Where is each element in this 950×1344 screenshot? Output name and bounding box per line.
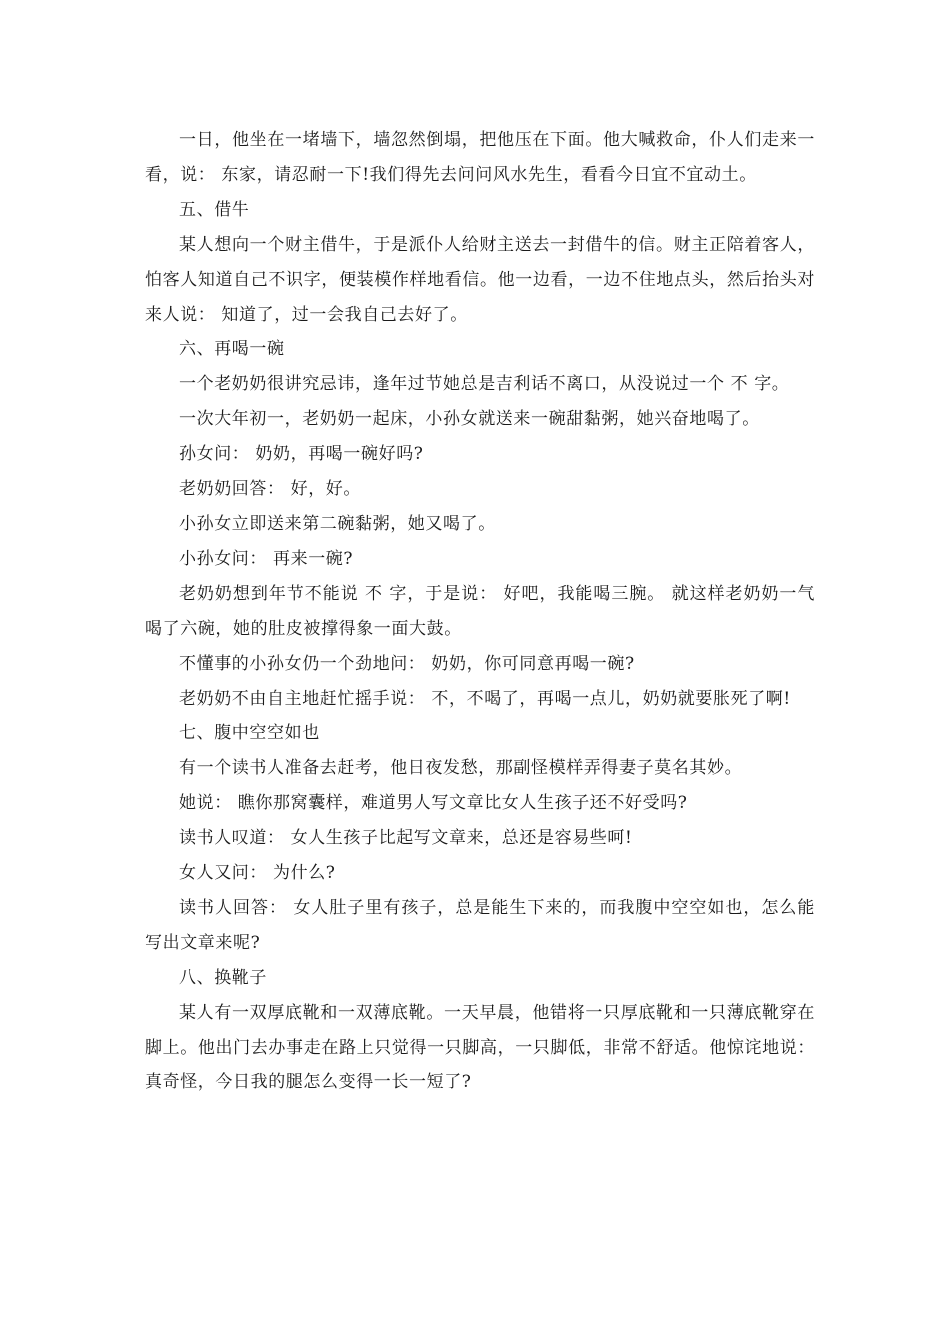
section-heading: 八、换靴子	[179, 967, 267, 988]
document-body	[145, 123, 815, 1100]
dialogue-line: 老奶奶不由自主地赶忙摇手说： 不，不喝了，再喝一点儿，奶奶就要胀死了啊!	[179, 688, 791, 709]
section-heading: 六、再喝一碗	[179, 339, 285, 360]
dialogue-line: 孙女问： 奶奶，再喝一碗好吗?	[179, 444, 424, 465]
dialogue-line: 读书人回答： 女人肚子里有孩子，总是能生下来的，而我腹中空空如也，怎么能写出文章来呢?	[145, 897, 815, 953]
story-paragraph: 某人有一双厚底靴和一双薄底靴。一天早晨，他错将一只厚底靴和一只薄底靴穿在脚上。他出门去办事走在路上只觉得一只脚高，一只脚低，非常不舒适。他惊诧地说： 真奇怪，今日我的腿怎么变得一长一短了?	[145, 1002, 815, 1093]
story-paragraph: 有一个读书人准备去赶考，他日夜发愁，那副怪模样弄得妻子莫名其妙。	[179, 758, 743, 779]
dialogue-line: 女人又问： 为什么?	[179, 863, 336, 884]
dialogue-line: 她说： 瞧你那窝囊样，难道男人写文章比女人生孩子还不好受吗?	[179, 793, 688, 814]
story-paragraph: 老奶奶想到年节不能说 不 字，于是说： 好吧，我能喝三腕。 就这样老奶奶一气喝了六碗，她的肚皮被撑得象一面大鼓。	[145, 583, 815, 639]
dialogue-line: 读书人叹道： 女人生孩子比起写文章来，总还是容易些呵!	[179, 828, 633, 849]
story-paragraph: 一日，他坐在一堵墙下，墙忽然倒塌，把他压在下面。他大喊救命，仆人们走来一看，说： 东家，请忍耐一下!我们得先去问问风水先生，看看今日宜不宜动土。	[145, 130, 815, 185]
section-heading: 五、借牛	[179, 199, 250, 220]
dialogue-line: 老奶奶回答： 好，好。	[179, 479, 362, 500]
dialogue-line: 小孙女问： 再来一碗?	[179, 548, 354, 569]
story-paragraph: 小孙女立即送来第二碗黏粥，她又喝了。	[179, 513, 496, 534]
story-paragraph: 一个老奶奶很讲究忌讳，逢年过节她总是吉利话不离口，从没说过一个 不 字。	[179, 374, 790, 395]
story-paragraph: 某人想向一个财主借牛，于是派仆人给财主送去一封借牛的信。财主正陪着客人，怕客人知道自己不识字，便装模作样地看信。他一边看，一边不住地点头，然后抬头对来人说： 知道了，过一会我自己去好了。	[145, 234, 815, 325]
dialogue-line: 不懂事的小孙女仍一个劲地问： 奶奶，你可同意再喝一碗?	[179, 653, 635, 674]
section-heading: 七、腹中空空如也	[179, 723, 320, 744]
story-paragraph: 一次大年初一，老奶奶一起床，小孙女就送来一碗甜黏粥，她兴奋地喝了。	[179, 409, 760, 430]
